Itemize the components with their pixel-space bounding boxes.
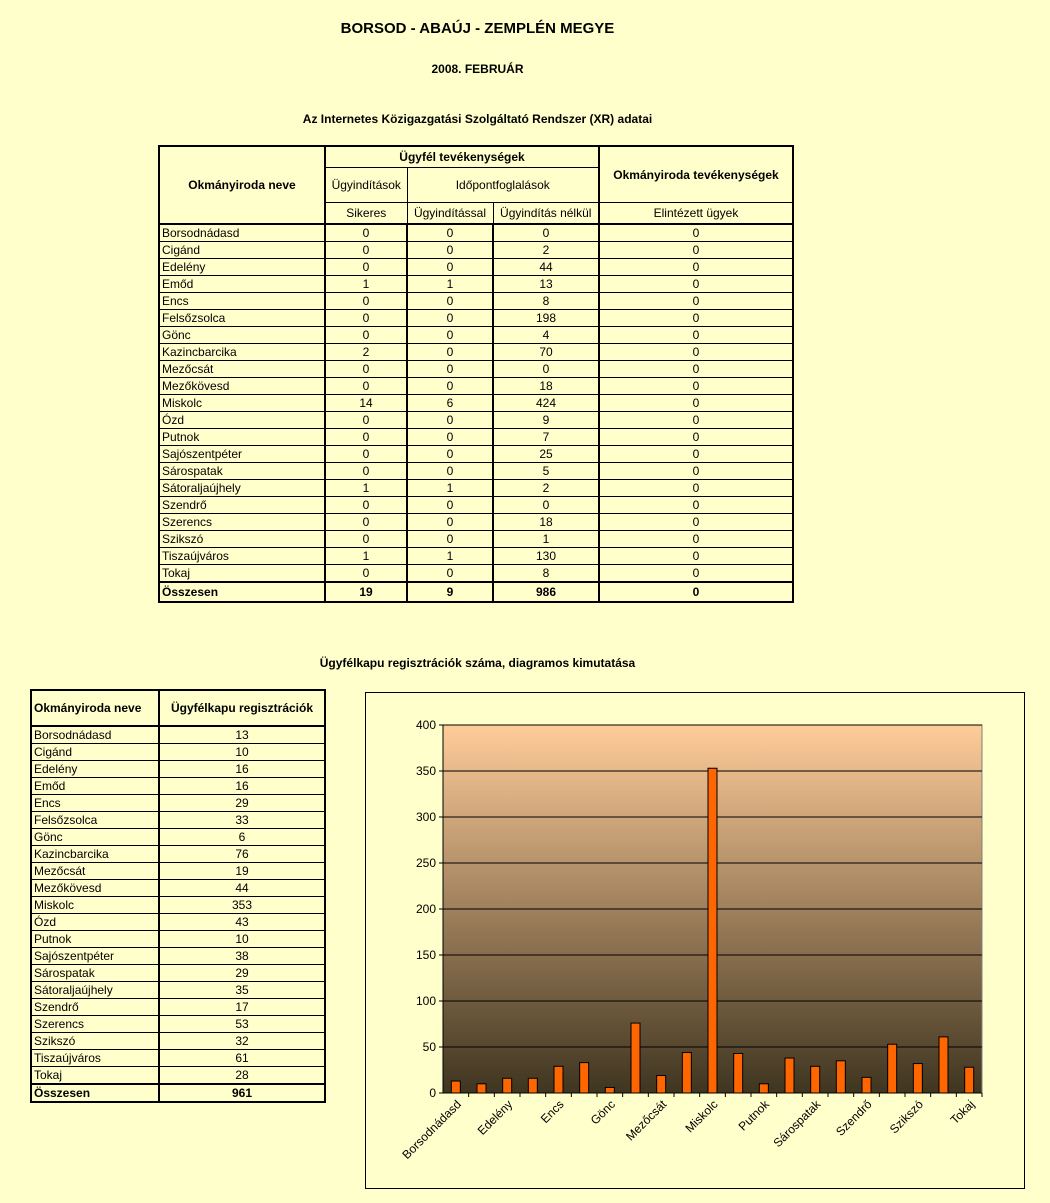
value-cell: 0 <box>325 463 407 480</box>
value-cell: 424 <box>493 395 599 412</box>
value-cell: 0 <box>407 497 493 514</box>
value-cell: 0 <box>599 514 793 531</box>
header-registrations: Ügyfélkapu regisztrációk <box>159 690 325 726</box>
value-cell: 353 <box>159 897 325 914</box>
table-row <box>31 931 325 948</box>
office-name-cell: Mezőkövesd <box>31 880 159 897</box>
total-registrations: 961 <box>159 1084 325 1102</box>
xr-table-caption: Az Internetes Közigazgatási Szolgáltató Rendszer (XR) adatai <box>302 112 653 126</box>
value-cell: 8 <box>493 293 599 310</box>
table-row <box>31 1067 325 1085</box>
x-tick-label: Encs <box>537 1097 567 1126</box>
office-name-cell: Szikszó <box>159 531 325 548</box>
value-cell: 0 <box>325 429 407 446</box>
value-cell: 5 <box>493 463 599 480</box>
y-tick-label: 250 <box>415 856 436 870</box>
office-name-cell: Felsőzsolca <box>159 310 325 327</box>
value-cell: 0 <box>325 531 407 548</box>
value-cell: 1 <box>407 480 493 497</box>
value-cell: 8 <box>493 565 599 583</box>
value-cell: 19 <box>159 863 325 880</box>
value-cell: 0 <box>407 344 493 361</box>
y-tick-label: 300 <box>415 810 436 824</box>
table-total-row <box>31 1084 325 1102</box>
value-cell: 0 <box>599 395 793 412</box>
y-tick-label: 350 <box>415 764 436 778</box>
value-cell: 0 <box>407 224 493 242</box>
value-cell: 0 <box>325 514 407 531</box>
bar <box>503 1078 512 1093</box>
office-name-cell: Sajószentpéter <box>159 446 325 463</box>
bar <box>862 1077 871 1093</box>
value-cell: 38 <box>159 948 325 965</box>
table-row <box>31 965 325 982</box>
bar <box>451 1081 460 1093</box>
office-name-cell: Gönc <box>159 327 325 344</box>
bar <box>605 1087 614 1093</box>
value-cell: 16 <box>159 778 325 795</box>
value-cell: 0 <box>325 378 407 395</box>
bar <box>785 1058 794 1093</box>
x-tick-label: Szikszó <box>886 1097 926 1137</box>
office-name-cell: Kazincbarcika <box>31 846 159 863</box>
value-cell: 0 <box>493 224 599 242</box>
value-cell: 0 <box>493 361 599 378</box>
value-cell: 44 <box>493 259 599 276</box>
value-cell: 2 <box>493 480 599 497</box>
x-tick-label: Edelény <box>474 1097 516 1138</box>
value-cell: 0 <box>407 429 493 446</box>
y-tick-label: 150 <box>415 948 436 962</box>
bar <box>708 768 717 1093</box>
office-name-cell: Tokaj <box>31 1067 159 1085</box>
value-cell: 1 <box>493 531 599 548</box>
total-successful: 19 <box>325 582 407 602</box>
office-name-cell: Tokaj <box>159 565 325 583</box>
value-cell: 0 <box>325 310 407 327</box>
value-cell: 0 <box>599 361 793 378</box>
table-row <box>159 395 793 412</box>
value-cell: 13 <box>159 726 325 744</box>
bar <box>657 1076 666 1093</box>
header-initiations: Ügyindítások <box>325 168 407 203</box>
office-name-cell: Miskolc <box>159 395 325 412</box>
value-cell: 0 <box>325 293 407 310</box>
bar <box>734 1053 743 1093</box>
table-row <box>159 497 793 514</box>
header-successful: Sikeres <box>325 203 407 225</box>
header-appointments: Időpontfoglalások <box>407 168 599 203</box>
office-name-cell: Encs <box>159 293 325 310</box>
value-cell: 43 <box>159 914 325 931</box>
header-office-name: Okmányiroda neve <box>31 690 159 726</box>
table-row <box>159 514 793 531</box>
table-row <box>159 446 793 463</box>
value-cell: 10 <box>159 744 325 761</box>
table-row <box>159 565 793 583</box>
value-cell: 2 <box>325 344 407 361</box>
office-name-cell: Putnok <box>159 429 325 446</box>
value-cell: 0 <box>599 463 793 480</box>
value-cell: 61 <box>159 1050 325 1067</box>
y-tick-label: 50 <box>422 1040 436 1054</box>
office-name-cell: Szendrő <box>31 999 159 1016</box>
value-cell: 0 <box>407 565 493 583</box>
value-cell: 0 <box>407 361 493 378</box>
bar <box>580 1063 589 1093</box>
value-cell: 10 <box>159 931 325 948</box>
table-row <box>31 846 325 863</box>
value-cell: 0 <box>599 412 793 429</box>
office-name-cell: Tiszaújváros <box>31 1050 159 1067</box>
value-cell: 2 <box>493 242 599 259</box>
value-cell: 6 <box>159 829 325 846</box>
value-cell: 33 <box>159 812 325 829</box>
value-cell: 0 <box>599 565 793 583</box>
table-row <box>159 480 793 497</box>
value-cell: 17 <box>159 999 325 1016</box>
value-cell: 0 <box>599 548 793 565</box>
value-cell: 32 <box>159 1033 325 1050</box>
office-name-cell: Edelény <box>159 259 325 276</box>
header-completed: Elintézett ügyek <box>599 203 793 225</box>
bar <box>477 1084 486 1093</box>
value-cell: 0 <box>325 446 407 463</box>
total-label: Összesen <box>31 1084 159 1102</box>
table-row <box>159 276 793 293</box>
table-row <box>31 812 325 829</box>
office-name-cell: Szerencs <box>159 514 325 531</box>
office-name-cell: Mezőkövesd <box>159 378 325 395</box>
value-cell: 0 <box>599 378 793 395</box>
header-office-name: Okmányiroda neve <box>159 146 325 224</box>
value-cell: 35 <box>159 982 325 999</box>
office-name-cell: Borsodnádasd <box>159 224 325 242</box>
value-cell: 0 <box>407 514 493 531</box>
value-cell: 0 <box>325 224 407 242</box>
table-row <box>31 778 325 795</box>
value-cell: 0 <box>599 293 793 310</box>
page-title: BORSOD - ABAÚJ - ZEMPLÉN MEGYE <box>340 20 615 37</box>
x-tick-label: Sárospatak <box>770 1097 824 1151</box>
total-completed: 0 <box>599 582 793 602</box>
x-tick-label: Borsodnádasd <box>399 1097 464 1162</box>
office-name-cell: Edelény <box>31 761 159 778</box>
value-cell: 0 <box>407 293 493 310</box>
y-tick-label: 400 <box>415 718 436 732</box>
registrations-caption: Ügyfélkapu regisztrációk száma, diagramos kimutatása <box>319 656 636 670</box>
office-name-cell: Szendrő <box>159 497 325 514</box>
table-row <box>31 795 325 812</box>
table-row <box>31 948 325 965</box>
value-cell: 13 <box>493 276 599 293</box>
value-cell: 29 <box>159 965 325 982</box>
value-cell: 0 <box>407 259 493 276</box>
x-tick-label: Tokaj <box>947 1097 978 1127</box>
value-cell: 0 <box>325 327 407 344</box>
table-row <box>159 224 793 242</box>
office-name-cell: Szerencs <box>31 1016 159 1033</box>
x-tick-label: Miskolc <box>682 1097 721 1136</box>
value-cell: 0 <box>599 242 793 259</box>
table-row <box>159 463 793 480</box>
bar <box>528 1078 537 1093</box>
value-cell: 0 <box>599 344 793 361</box>
x-tick-label: Gönc <box>587 1097 618 1128</box>
header-without-initiation: Ügyindítás nélkül <box>493 203 599 225</box>
value-cell: 1 <box>407 276 493 293</box>
office-name-cell: Kazincbarcika <box>159 344 325 361</box>
y-tick-label: 200 <box>415 902 436 916</box>
x-tick-label: Putnok <box>735 1097 772 1134</box>
bar <box>888 1044 897 1093</box>
office-name-cell: Borsodnádasd <box>31 726 159 744</box>
office-name-cell: Miskolc <box>31 897 159 914</box>
total-with-initiation: 9 <box>407 582 493 602</box>
value-cell: 1 <box>325 548 407 565</box>
total-without-initiation: 986 <box>493 582 599 602</box>
header-office-activities: Okmányiroda tevékenységek <box>599 146 793 203</box>
value-cell: 130 <box>493 548 599 565</box>
table-row <box>159 531 793 548</box>
office-name-cell: Emőd <box>31 778 159 795</box>
value-cell: 70 <box>493 344 599 361</box>
office-name-cell: Sárospatak <box>31 965 159 982</box>
registrations-table <box>30 689 326 1103</box>
bar <box>965 1067 974 1093</box>
value-cell: 0 <box>407 412 493 429</box>
y-tick-label: 0 <box>429 1086 436 1100</box>
table-row <box>31 761 325 778</box>
table-row <box>31 829 325 846</box>
value-cell: 0 <box>599 327 793 344</box>
office-name-cell: Cigánd <box>159 242 325 259</box>
page-subtitle: 2008. FEBRUÁR <box>431 62 524 76</box>
table-row <box>159 429 793 446</box>
bar <box>631 1023 640 1093</box>
value-cell: 0 <box>599 531 793 548</box>
value-cell: 0 <box>407 310 493 327</box>
table-row <box>159 378 793 395</box>
value-cell: 0 <box>407 531 493 548</box>
office-name-cell: Ózd <box>31 914 159 931</box>
table-row <box>31 914 325 931</box>
header-client-activities: Ügyfél tevékenységek <box>325 146 599 168</box>
office-name-cell: Sátoraljaújhely <box>159 480 325 497</box>
value-cell: 0 <box>407 463 493 480</box>
office-name-cell: Ózd <box>159 412 325 429</box>
table-row <box>31 880 325 897</box>
value-cell: 0 <box>599 276 793 293</box>
value-cell: 0 <box>407 446 493 463</box>
table-row <box>31 897 325 914</box>
value-cell: 0 <box>599 429 793 446</box>
table-row <box>31 744 325 761</box>
value-cell: 28 <box>159 1067 325 1085</box>
table-row <box>31 726 325 744</box>
table-row <box>31 982 325 999</box>
office-name-cell: Sárospatak <box>159 463 325 480</box>
value-cell: 0 <box>325 497 407 514</box>
value-cell: 44 <box>159 880 325 897</box>
bar <box>811 1066 820 1093</box>
value-cell: 0 <box>599 480 793 497</box>
xr-data-table <box>158 145 794 603</box>
value-cell: 18 <box>493 378 599 395</box>
table-row <box>159 310 793 327</box>
bar-chart-svg <box>366 693 1024 1188</box>
value-cell: 0 <box>493 497 599 514</box>
value-cell: 1 <box>407 548 493 565</box>
value-cell: 0 <box>599 446 793 463</box>
table-row <box>31 999 325 1016</box>
office-name-cell: Encs <box>31 795 159 812</box>
bar <box>759 1084 768 1093</box>
value-cell: 0 <box>325 412 407 429</box>
table-total-row <box>159 582 793 602</box>
x-tick-label: Mezőcsát <box>623 1097 670 1144</box>
value-cell: 0 <box>325 259 407 276</box>
office-name-cell: Gönc <box>31 829 159 846</box>
value-cell: 0 <box>599 224 793 242</box>
value-cell: 53 <box>159 1016 325 1033</box>
office-name-cell: Tiszaújváros <box>159 548 325 565</box>
office-name-cell: Szikszó <box>31 1033 159 1050</box>
table-row <box>159 361 793 378</box>
table-row <box>159 344 793 361</box>
table-row <box>31 863 325 880</box>
bar <box>939 1037 948 1093</box>
value-cell: 14 <box>325 395 407 412</box>
x-tick-label: Szendrő <box>833 1097 875 1139</box>
value-cell: 6 <box>407 395 493 412</box>
value-cell: 0 <box>407 242 493 259</box>
office-name-cell: Sátoraljaújhely <box>31 982 159 999</box>
table-row <box>31 1050 325 1067</box>
value-cell: 0 <box>407 378 493 395</box>
office-name-cell: Sajószentpéter <box>31 948 159 965</box>
office-name-cell: Mezőcsát <box>159 361 325 378</box>
value-cell: 4 <box>493 327 599 344</box>
value-cell: 1 <box>325 276 407 293</box>
value-cell: 25 <box>493 446 599 463</box>
bar <box>836 1061 845 1093</box>
total-label: Összesen <box>159 582 325 602</box>
table-row <box>159 548 793 565</box>
table-row <box>31 1033 325 1050</box>
value-cell: 0 <box>325 565 407 583</box>
value-cell: 76 <box>159 846 325 863</box>
office-name-cell: Putnok <box>31 931 159 948</box>
header-with-initiation: Ügyindítással <box>407 203 493 225</box>
table-row <box>159 412 793 429</box>
value-cell: 7 <box>493 429 599 446</box>
bar <box>554 1066 563 1093</box>
value-cell: 18 <box>493 514 599 531</box>
office-name-cell: Mezőcsát <box>31 863 159 880</box>
bar <box>682 1053 691 1093</box>
value-cell: 1 <box>325 480 407 497</box>
value-cell: 16 <box>159 761 325 778</box>
table-row <box>159 259 793 276</box>
table-row <box>159 242 793 259</box>
table-row <box>31 1016 325 1033</box>
office-name-cell: Emőd <box>159 276 325 293</box>
y-tick-label: 100 <box>415 994 436 1008</box>
value-cell: 0 <box>325 361 407 378</box>
office-name-cell: Cigánd <box>31 744 159 761</box>
table-row <box>159 327 793 344</box>
value-cell: 0 <box>599 259 793 276</box>
value-cell: 0 <box>325 242 407 259</box>
value-cell: 9 <box>493 412 599 429</box>
value-cell: 0 <box>599 310 793 327</box>
registrations-chart <box>365 692 1025 1189</box>
bar <box>913 1064 922 1093</box>
value-cell: 0 <box>407 327 493 344</box>
value-cell: 29 <box>159 795 325 812</box>
table-row <box>159 293 793 310</box>
office-name-cell: Felsőzsolca <box>31 812 159 829</box>
value-cell: 198 <box>493 310 599 327</box>
value-cell: 0 <box>599 497 793 514</box>
